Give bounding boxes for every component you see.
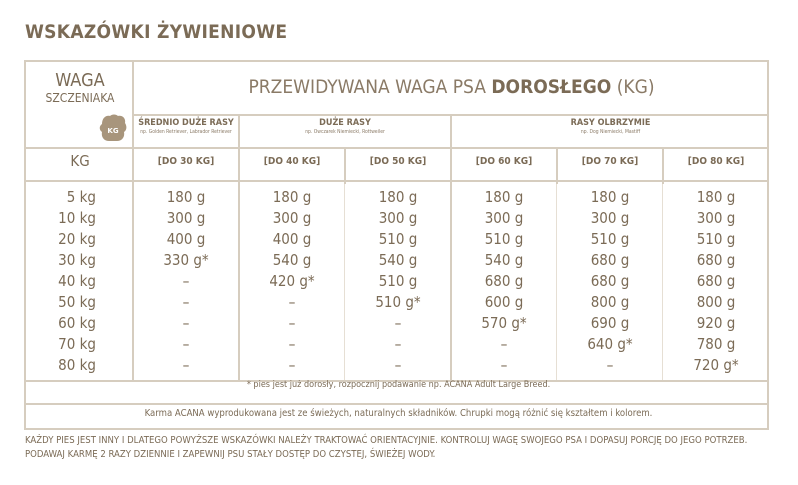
table-cell: 690 g [590,314,630,332]
table-cell: – [288,356,296,374]
table-cell: – [500,356,508,374]
table-cell: 330 g* [163,251,209,269]
table-cell: 600 g [484,293,524,311]
table-cell: 300 g [696,209,736,227]
table-cell: 640 g* [587,335,633,353]
table-cell: 540 g [378,251,418,269]
column-header: [DO 30 KG] [157,156,215,167]
row-label: 80 kg [58,356,96,374]
table-cell: 300 g [378,209,418,227]
group-giant-breeds [452,118,769,135]
table-cell: 800 g [696,293,736,311]
table-cell: – [182,293,190,311]
puppy-weight-header [28,64,132,105]
table-cell: – [394,356,402,374]
column-header: [DO 40 KG] [263,156,321,167]
table-cell: 680 g [696,272,736,290]
divider [132,114,769,116]
column-header: [DO 70 KG] [581,156,639,167]
row-label: 70 kg [58,335,96,353]
divider [662,184,663,380]
table-cell: – [394,314,402,332]
page-title: WSKAZÓWKI ŻYWIENIOWE [25,21,288,43]
table-cell: – [182,314,190,332]
footer-disclaimer: KAŻDY PIES JEST INNY I DLATEGO POWYŻSZE WSKAZÓWKI NALEŻY TRAKTOWAĆ ORIENTACYJNIE. KONTROLUJ WAGĘ SWOJEGO PSA I DOPASUJ PORCJĘ DO JEGO POTRZEB. PODAWAJ KARMĘ 2 RAZY DZIENNIE I ZAPEWNIJ PSU STAŁY DOSTĘP DO CZYSTEJ, ŚWIEŻEJ WODY. [25,435,748,460]
row-label: 5 kg [66,188,96,206]
group-sub: np. Golden Retriever, Labrador Retriever [140,129,232,135]
adult-weight-header-text: PRZEWIDYWANA WAGA PSA [248,76,492,98]
table-cell: 180 g [272,188,312,206]
table-cell: 510 g [696,230,736,248]
table-cell: 180 g [696,188,736,206]
product-note: Karma ACANA wyprodukowana jest ze świeżych, naturalnych składników. Chrupki mogą różnić się kształtem i kolorem. [144,408,653,419]
divider [26,403,769,405]
column-header: [DO 80 KG] [687,156,745,167]
table-cell: – [288,335,296,353]
table-cell: 720 g* [693,356,739,374]
table-cell: 540 g [272,251,312,269]
group-label: DUŻE RASY [319,118,371,128]
dog-icon [96,110,130,144]
group-sub: np. Dog Niemiecki, Mastiff [580,129,641,135]
group-large-breeds [240,118,450,135]
table-cell: 680 g [590,272,630,290]
row-label: 10 kg [58,209,96,227]
table-cell: 780 g [696,335,736,353]
table-cell: – [500,335,508,353]
footnote: * pies jest już dorosły, rozpocznij podawanie np. ACANA Adult Large Breed. [246,380,551,390]
table-cell: – [288,293,296,311]
table-cell: 180 g [166,188,206,206]
kg-column-header: KG [70,152,90,170]
table-cell: 300 g [272,209,312,227]
divider [556,184,557,380]
table-cell: – [182,356,190,374]
table-cell: 400 g [272,230,312,248]
table-cell: 510 g [484,230,524,248]
table-cell: 400 g [166,230,206,248]
row-label: 60 kg [58,314,96,332]
table-cell: – [394,335,402,353]
group-sub: np. Owczarek Niemiecki, Rottweiler [305,129,385,135]
table-cell: – [606,356,614,374]
dog-icon-label: KG [107,127,119,135]
table-cell: 680 g [590,251,630,269]
table-cell: 510 g [378,230,418,248]
table-cell: 180 g [378,188,418,206]
puppy-weight-header-line1: WAGA [55,70,105,91]
row-label: 40 kg [58,272,96,290]
table-cell: 420 g* [269,272,315,290]
table-cell: 180 g [590,188,630,206]
row-label: 50 kg [58,293,96,311]
feeding-table [24,60,769,430]
row-label: 20 kg [58,230,96,248]
table-cell: 920 g [696,314,736,332]
table-cell: 570 g* [481,314,527,332]
puppy-weight-header-line2: SZCZENIAKA [45,91,115,105]
adult-weight-header-unit: (KG) [611,76,655,98]
table-cell: 510 g [378,272,418,290]
group-label: ŚREDNIO DUŻE RASY [138,118,234,128]
divider [26,147,769,149]
table-cell: 510 g [590,230,630,248]
table-cell: 300 g [484,209,524,227]
group-label: RASY OLBRZYMIE [570,118,651,128]
table-cell: 300 g [590,209,630,227]
group-medium-breeds [134,118,238,135]
table-cell: 680 g [696,251,736,269]
adult-weight-header-bold: DOROSŁEGO [491,76,612,98]
table-cell: – [288,314,296,332]
table-cell: – [182,335,190,353]
divider [26,180,769,182]
table-cell: 180 g [484,188,524,206]
column-header: [DO 60 KG] [475,156,533,167]
table-cell: 300 g [166,209,206,227]
table-cell: 680 g [484,272,524,290]
table-cell: – [182,272,190,290]
table-cell: 540 g [484,251,524,269]
divider [344,184,345,380]
table-cell: 800 g [590,293,630,311]
row-label: 30 kg [58,251,96,269]
table-cell: 510 g* [375,293,421,311]
column-header: [DO 50 KG] [369,156,427,167]
adult-weight-header [134,76,769,98]
